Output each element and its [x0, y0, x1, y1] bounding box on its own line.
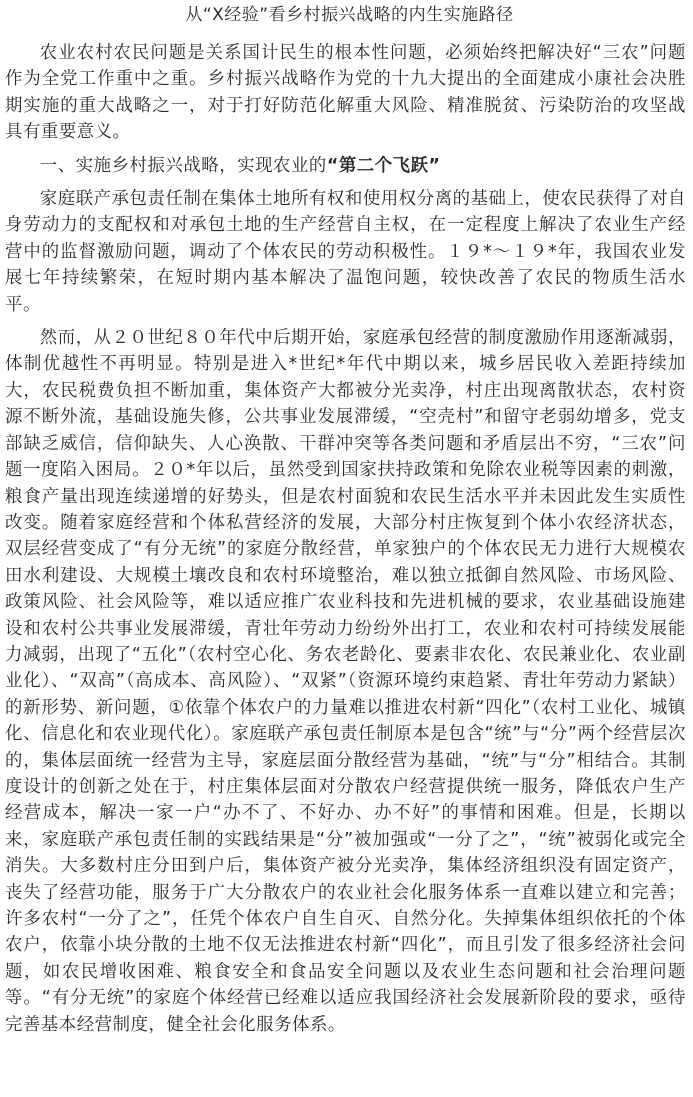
- decline-paragraph: 然而，从２０世纪８０年代中后期开始，家庭承包经营的制度激励作用逐渐减弱，体制优越性不再明显。特别是进入*世纪*年代中期以来，城乡居民收入差距持续加大，农民税费负担不断加重，集体资产大都被分光卖净，村庄出现离散状态，农村资源不断外流，基础设施失修，公共事业发展滞缓，“空壳村”和留守老弱幼增多，党支部缺乏威信，信仰缺失、人心涣散、干群冲突等各类问题和矛盾层出不穷，“三农”问题一度陷入困局。２０*年以后，虽然受到国家扶持政策和免除农业税等因素的刺激，粮食产量出现连续递增的好势头，但是农村面貌和农民生活水平并未因此发生实质性改变。随着家庭经营和个体私营经济的发展，大部分村庄恢复到个体小农经济状态，双层经营变成了“有分无统”的家庭分散经营，单家独户的个体农民无力进行大规模农田水利建设、大规模土壤改良和农村环境整治，难以独立抵御自然风险、市场风险、政策风险、社会风险等，难以适应推广农业科技和先进机械的要求，农业基础设施建设和农村公共事业发展滞缓，青壮年劳动力纷纷外出打工，农业和农村可持续发展能力减弱，出现了“五化”（农村空心化、务农老龄化、要素非农化、农民兼业化、农业副业化）、“双高”（高成本、高风险）、“双紧”（资源环境约束趋紧、青壮年劳动力紧缺）的新形势、新问题，①依靠个体农户的力量难以推进农村新“四化”（农村工业化、城镇化、信息化和农业现代化）。家庭联产承包责任制原本是包含“统”与“分”两个经营层次的，集体层面统一经营为主导，家庭层面分散经营为基础，“统”与“分”相结合。其制度设计的创新之处在于，村庄集体层面对分散农户经营提供统一服务，降低农户生产经营成本，解决一家一户“办不了、不好办、办不好”的事情和困难。但是，长期以来，家庭联产承包责任制的实践结果是“分”被加强或“一分了之”，“统”被弱化或完全消失。大多数村庄分田到户后，集体资产被分光卖净，集体经济组织没有固定资产，丧失了经营功能，服务于广大分散农户的农业社会化服务体系一直难以建立和完善；许多农村“一分了之”，任凭个体农户自生自灭、自然分化。失掉集体组织依托的个体农户，依靠小块分散的土地不仅无法推进农村新“四化”，而且引发了很多经济社会问题，如农民增收困难、粮食安全和食品安全问题以及农业生态问题和社会治理问题等。“有分无统”的家庭个体经营已经难以适应我国经济社会发展新阶段的要求，亟待完善基本经营制度，健全社会化服务体系。: [5, 328, 686, 1035]
- section-heading: [5, 153, 686, 179]
- household-responsibility-paragraph: 家庭联产承包责任制在集体土地所有权和使用权分离的基础上，使农民获得了对自身劳动力的支配权和对承包土地的生产经营自主权，在一定程度上解决了农业生产经营中的监督激励问题，调动了个体农民的劳动积极性。１９*～１９*年，我国农业发展七年持续繁荣，在短时期内基本解决了温饱问题，较快改善了农民的物质生活水平。: [5, 189, 686, 315]
- document-title: 从“X经验”看乡村振兴战略的内生实施路径: [185, 5, 514, 25]
- intro-paragraph: 农业农村农民问题是关系国计民生的根本性问题，必须始终把解决好“三农”问题作为全党工作重中之重。乡村振兴战略作为党的十九大提出的全面建成小康社会决胜期实施的重大战略之一，对于打好防范化解重大风险、精准脱贫、污染防治的攻坚战具有重要意义。: [5, 43, 686, 143]
- section-heading-emphasis: “第二个飞跃”: [326, 155, 441, 176]
- section-heading-text: 一、实施乡村振兴战略，实现农业的: [39, 155, 327, 176]
